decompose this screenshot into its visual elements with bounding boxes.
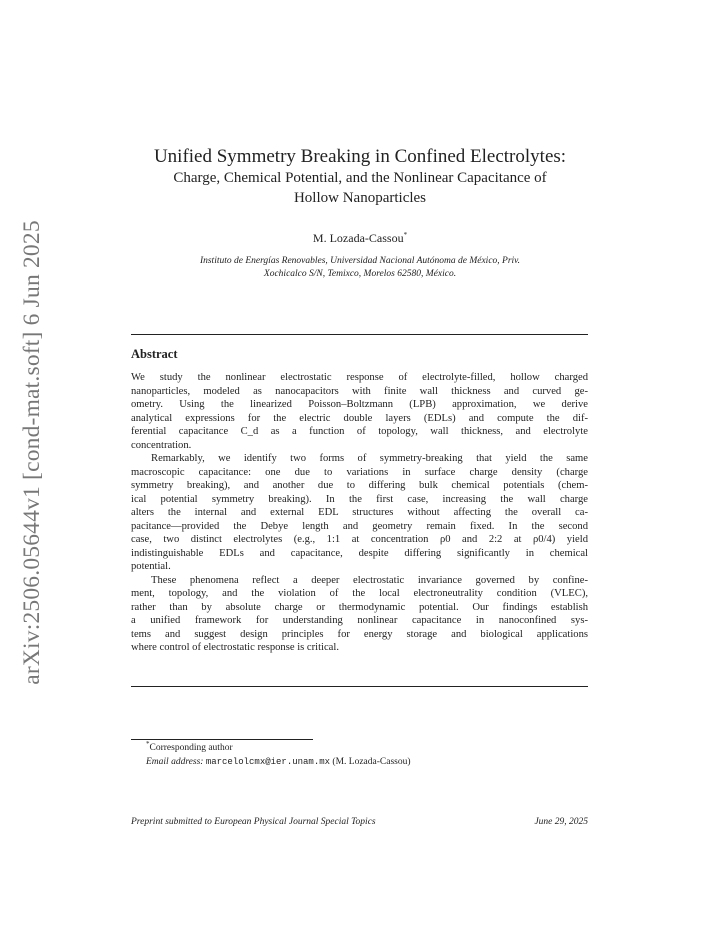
footnote-corresponding-text: Corresponding author	[149, 743, 233, 753]
author-footnote-mark: *	[403, 231, 408, 239]
abstract-line: ferential capacitance C_d as a function of topology, wall thickness, and electrolyte	[131, 426, 588, 437]
abstract-line: potential.	[131, 561, 171, 572]
abstract-line: nanoparticles, modeled as nanocapacitors with finite wall thickness and curved ge-	[131, 385, 588, 397]
abstract-line: indistinguishable EDLs and capacitance, despite differing significantly in chemical	[131, 547, 588, 559]
abstract-line: tems and suggest design principles for energy storage and biological applications	[131, 628, 588, 640]
arxiv-identifier	[12, 219, 52, 685]
abstract-line: macroscopic capacitance: one due to variations in surface charge density (charge	[131, 466, 588, 478]
abstract-line: where control of electrostatic response is critical.	[131, 642, 339, 653]
footnote-rule	[131, 739, 313, 740]
paper-title-line-2: Charge, Chemical Potential, and the Nonlinear Capacitance of	[173, 170, 547, 186]
abstract-bottom-rule	[131, 686, 588, 687]
abstract-line: ometry. Using the linearized Poisson–Boltzmann (LPB) approximation, we derive	[131, 399, 588, 410]
author-name: M. Lozada-Cassou	[312, 231, 404, 245]
paper-title-line-1: Unified Symmetry Breaking in Confined Electrolytes:	[153, 146, 567, 167]
paper-title-line-3: Hollow Nanoparticles	[293, 190, 427, 206]
abstract-line: a unified framework for understanding nonlinear capacitance in nanoconfined sys-	[131, 615, 588, 626]
affiliation-line-2: Xochicalco S/N, Temixco, Morelos 62580, México.	[263, 269, 457, 279]
footnote-corresponding	[146, 739, 233, 753]
abstract-line: concentration.	[131, 439, 192, 451]
author-block	[130, 231, 590, 246]
preprint-note: Preprint submitted to European Physical Journal Special Topics	[131, 817, 376, 827]
abstract-line: ment, topology, and the violation of the local electroneutrality condition (VLEC),	[131, 588, 588, 599]
footnote-email	[146, 757, 411, 767]
arxiv-identifier-text: arXiv:2506.05644v1 [cond-mat.soft] 6 Jun 2025	[18, 219, 45, 685]
abstract-body	[131, 371, 588, 655]
abstract-heading: Abstract	[131, 347, 178, 361]
abstract-line: analytical expressions for the electric double layers (EDLs) and compute the dif-	[131, 412, 588, 424]
email-owner: (M. Lozada-Cassou)	[332, 757, 411, 767]
abstract-top-rule	[131, 334, 588, 335]
abstract-line: Remarkably, we identify two forms of symmetry-breaking that yield the same	[151, 453, 588, 464]
abstract-line: ical potential symmetry breaking). In the first case, increasing the wall charge	[131, 493, 588, 505]
abstract-line: We study the nonlinear electrostatic response of electrolyte-filled, hollow charged	[131, 372, 588, 383]
email-address[interactable]: marcelolcmx@ier.unam.mx	[205, 757, 331, 767]
footnote-mark: *	[146, 739, 150, 748]
preprint-date: June 29, 2025	[534, 817, 588, 827]
abstract-line: These phenomena reflect a deeper electrostatic invariance governed by confine-	[151, 574, 588, 586]
abstract-line: case, two distinct electrolytes (e.g., 1:1 at concentration ρ0 and 2:2 at ρ0/4) yield	[131, 534, 588, 545]
abstract-line: rather than by absolute charge or thermodynamic potential. Our findings establish	[131, 601, 588, 613]
email-label: Email address:	[146, 757, 204, 767]
abstract-line: symmetry breaking), and another due to differing bulk chemical potentials (chem-	[131, 480, 588, 491]
affiliation-line-1: Instituto de Energías Renovables, Universidad Nacional Autónoma de México, Priv.	[199, 256, 521, 266]
abstract-line: alters the internal and external EDL structures without affecting the overall ca-	[131, 507, 588, 518]
abstract-line: pacitance—provided the Debye length and geometry remain fixed. In the second	[131, 520, 588, 532]
